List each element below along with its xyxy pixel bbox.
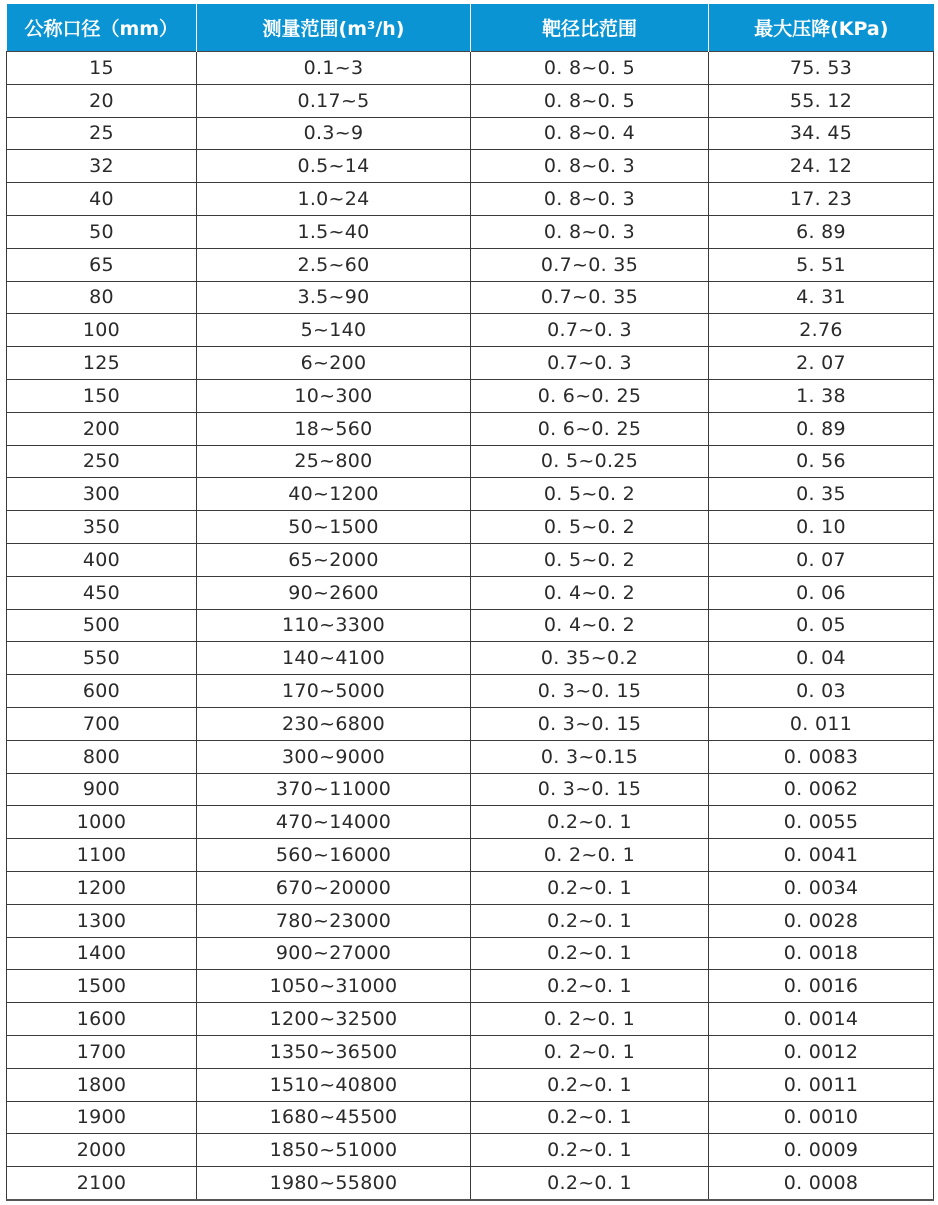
cell-nominal-diameter: 1600 (7, 1003, 197, 1036)
table-row (7, 904, 934, 937)
cell-measuring-range: 230~6800 (197, 707, 471, 740)
cell-nominal-diameter: 50 (7, 215, 197, 248)
cell-nominal-diameter: 400 (7, 543, 197, 576)
cell-max-pressure-drop: 0. 011 (709, 707, 934, 740)
cell-measuring-range: 170~5000 (197, 675, 471, 708)
cell-max-pressure-drop: 2. 07 (709, 347, 934, 380)
cell-nominal-diameter: 1800 (7, 1068, 197, 1101)
cell-measuring-range: 0.5~14 (197, 150, 471, 183)
cell-max-pressure-drop: 0. 0012 (709, 1035, 934, 1068)
cell-nominal-diameter: 25 (7, 117, 197, 150)
table-row (7, 707, 934, 740)
cell-target-diameter-ratio: 0.2~0. 1 (471, 1101, 709, 1134)
table-row (7, 806, 934, 839)
cell-measuring-range: 65~2000 (197, 543, 471, 576)
table-body (7, 52, 934, 1200)
header-row (7, 4, 934, 52)
cell-measuring-range: 1850~51000 (197, 1134, 471, 1167)
table-row (7, 1167, 934, 1200)
table-row (7, 117, 934, 150)
cell-measuring-range: 900~27000 (197, 937, 471, 970)
cell-measuring-range: 670~20000 (197, 871, 471, 904)
cell-nominal-diameter: 1000 (7, 806, 197, 839)
cell-measuring-range: 1.5~40 (197, 215, 471, 248)
cell-nominal-diameter: 1200 (7, 871, 197, 904)
spec-table-container (6, 4, 933, 1201)
cell-max-pressure-drop: 0. 56 (709, 445, 934, 478)
table-row (7, 52, 934, 85)
cell-max-pressure-drop: 0. 04 (709, 642, 934, 675)
table-row (7, 937, 934, 970)
cell-nominal-diameter: 550 (7, 642, 197, 675)
cell-nominal-diameter: 1300 (7, 904, 197, 937)
table-row (7, 773, 934, 806)
cell-max-pressure-drop: 0. 0008 (709, 1167, 934, 1200)
cell-max-pressure-drop: 0. 35 (709, 478, 934, 511)
cell-measuring-range: 6~200 (197, 347, 471, 380)
cell-max-pressure-drop: 0. 0028 (709, 904, 934, 937)
cell-target-diameter-ratio: 0. 8~0. 3 (471, 183, 709, 216)
cell-target-diameter-ratio: 0. 5~0.25 (471, 445, 709, 478)
cell-max-pressure-drop: 0. 10 (709, 511, 934, 544)
cell-target-diameter-ratio: 0.2~0. 1 (471, 806, 709, 839)
cell-target-diameter-ratio: 0. 8~0. 3 (471, 215, 709, 248)
cell-target-diameter-ratio: 0.2~0. 1 (471, 1068, 709, 1101)
cell-nominal-diameter: 700 (7, 707, 197, 740)
cell-measuring-range: 1350~36500 (197, 1035, 471, 1068)
cell-nominal-diameter: 2100 (7, 1167, 197, 1200)
table-row (7, 1134, 934, 1167)
header-max-pressure-drop: 最大压降(KPa) (709, 4, 934, 52)
table-row (7, 511, 934, 544)
flowmeter-spec-table (6, 4, 934, 1201)
table-row (7, 412, 934, 445)
header-measuring-range: 测量范围(m³/h) (197, 4, 471, 52)
cell-target-diameter-ratio: 0. 3~0.15 (471, 740, 709, 773)
table-row (7, 183, 934, 216)
cell-max-pressure-drop: 0. 0034 (709, 871, 934, 904)
cell-max-pressure-drop: 0. 05 (709, 609, 934, 642)
cell-target-diameter-ratio: 0.2~0. 1 (471, 937, 709, 970)
table-row (7, 970, 934, 1003)
cell-measuring-range: 1200~32500 (197, 1003, 471, 1036)
cell-measuring-range: 2.5~60 (197, 248, 471, 281)
cell-measuring-range: 370~11000 (197, 773, 471, 806)
cell-target-diameter-ratio: 0.2~0. 1 (471, 871, 709, 904)
cell-max-pressure-drop: 0. 0055 (709, 806, 934, 839)
cell-target-diameter-ratio: 0.7~0. 35 (471, 248, 709, 281)
cell-max-pressure-drop: 0. 0016 (709, 970, 934, 1003)
table-row (7, 215, 934, 248)
cell-measuring-range: 1980~55800 (197, 1167, 471, 1200)
cell-target-diameter-ratio: 0. 2~0. 1 (471, 839, 709, 872)
table-row (7, 1068, 934, 1101)
cell-measuring-range: 140~4100 (197, 642, 471, 675)
table-row (7, 576, 934, 609)
cell-target-diameter-ratio: 0.7~0. 3 (471, 347, 709, 380)
cell-max-pressure-drop: 17. 23 (709, 183, 934, 216)
cell-target-diameter-ratio: 0.2~0. 1 (471, 1167, 709, 1200)
cell-target-diameter-ratio: 0. 5~0. 2 (471, 478, 709, 511)
cell-target-diameter-ratio: 0. 3~0. 15 (471, 675, 709, 708)
cell-measuring-range: 1680~45500 (197, 1101, 471, 1134)
cell-nominal-diameter: 350 (7, 511, 197, 544)
cell-nominal-diameter: 600 (7, 675, 197, 708)
cell-max-pressure-drop: 0. 0018 (709, 937, 934, 970)
cell-max-pressure-drop: 24. 12 (709, 150, 934, 183)
cell-target-diameter-ratio: 0.7~0. 35 (471, 281, 709, 314)
cell-target-diameter-ratio: 0. 4~0. 2 (471, 609, 709, 642)
cell-measuring-range: 470~14000 (197, 806, 471, 839)
table-row (7, 839, 934, 872)
cell-nominal-diameter: 300 (7, 478, 197, 511)
cell-target-diameter-ratio: 0. 8~0. 5 (471, 52, 709, 85)
cell-nominal-diameter: 32 (7, 150, 197, 183)
cell-max-pressure-drop: 5. 51 (709, 248, 934, 281)
header-target-diameter-ratio: 靶径比范围 (471, 4, 709, 52)
cell-measuring-range: 1050~31000 (197, 970, 471, 1003)
cell-max-pressure-drop: 55. 12 (709, 84, 934, 117)
cell-nominal-diameter: 65 (7, 248, 197, 281)
table-header (7, 4, 934, 52)
table-row (7, 1101, 934, 1134)
cell-target-diameter-ratio: 0.2~0. 1 (471, 904, 709, 937)
table-row (7, 478, 934, 511)
table-row (7, 609, 934, 642)
cell-target-diameter-ratio: 0. 8~0. 5 (471, 84, 709, 117)
cell-max-pressure-drop: 0. 0011 (709, 1068, 934, 1101)
cell-nominal-diameter: 1700 (7, 1035, 197, 1068)
cell-max-pressure-drop: 6. 89 (709, 215, 934, 248)
cell-max-pressure-drop: 0. 0062 (709, 773, 934, 806)
cell-target-diameter-ratio: 0. 8~0. 4 (471, 117, 709, 150)
cell-nominal-diameter: 500 (7, 609, 197, 642)
table-row (7, 675, 934, 708)
cell-target-diameter-ratio: 0. 3~0. 15 (471, 707, 709, 740)
cell-measuring-range: 1510~40800 (197, 1068, 471, 1101)
cell-nominal-diameter: 200 (7, 412, 197, 445)
table-row (7, 871, 934, 904)
cell-measuring-range: 10~300 (197, 379, 471, 412)
cell-max-pressure-drop: 75. 53 (709, 52, 934, 85)
cell-nominal-diameter: 1900 (7, 1101, 197, 1134)
cell-target-diameter-ratio: 0.2~0. 1 (471, 1134, 709, 1167)
cell-target-diameter-ratio: 0. 8~0. 3 (471, 150, 709, 183)
cell-measuring-range: 5~140 (197, 314, 471, 347)
cell-measuring-range: 1.0~24 (197, 183, 471, 216)
cell-max-pressure-drop: 2.76 (709, 314, 934, 347)
table-row (7, 379, 934, 412)
cell-measuring-range: 110~3300 (197, 609, 471, 642)
cell-target-diameter-ratio: 0. 5~0. 2 (471, 511, 709, 544)
cell-nominal-diameter: 2000 (7, 1134, 197, 1167)
cell-target-diameter-ratio: 0. 6~0. 25 (471, 412, 709, 445)
table-row (7, 150, 934, 183)
cell-max-pressure-drop: 4. 31 (709, 281, 934, 314)
cell-nominal-diameter: 900 (7, 773, 197, 806)
cell-measuring-range: 780~23000 (197, 904, 471, 937)
cell-measuring-range: 0.1~3 (197, 52, 471, 85)
table-row (7, 642, 934, 675)
table-row (7, 347, 934, 380)
table-row (7, 740, 934, 773)
cell-nominal-diameter: 100 (7, 314, 197, 347)
table-row (7, 445, 934, 478)
cell-nominal-diameter: 20 (7, 84, 197, 117)
cell-measuring-range: 25~800 (197, 445, 471, 478)
cell-max-pressure-drop: 1. 38 (709, 379, 934, 412)
header-nominal-diameter: 公称口径（mm） (7, 4, 197, 52)
table-row (7, 314, 934, 347)
cell-target-diameter-ratio: 0. 35~0.2 (471, 642, 709, 675)
cell-max-pressure-drop: 0. 06 (709, 576, 934, 609)
cell-measuring-range: 3.5~90 (197, 281, 471, 314)
cell-max-pressure-drop: 0. 0041 (709, 839, 934, 872)
cell-measuring-range: 560~16000 (197, 839, 471, 872)
cell-nominal-diameter: 40 (7, 183, 197, 216)
cell-max-pressure-drop: 0. 07 (709, 543, 934, 576)
cell-nominal-diameter: 1500 (7, 970, 197, 1003)
cell-target-diameter-ratio: 0. 2~0. 1 (471, 1035, 709, 1068)
cell-target-diameter-ratio: 0. 3~0. 15 (471, 773, 709, 806)
cell-max-pressure-drop: 0. 89 (709, 412, 934, 445)
cell-target-diameter-ratio: 0. 2~0. 1 (471, 1003, 709, 1036)
cell-nominal-diameter: 80 (7, 281, 197, 314)
cell-nominal-diameter: 125 (7, 347, 197, 380)
cell-nominal-diameter: 1400 (7, 937, 197, 970)
cell-measuring-range: 300~9000 (197, 740, 471, 773)
cell-nominal-diameter: 800 (7, 740, 197, 773)
table-row (7, 543, 934, 576)
cell-target-diameter-ratio: 0. 5~0. 2 (471, 543, 709, 576)
cell-nominal-diameter: 15 (7, 52, 197, 85)
table-row (7, 248, 934, 281)
cell-nominal-diameter: 250 (7, 445, 197, 478)
cell-target-diameter-ratio: 0. 4~0. 2 (471, 576, 709, 609)
cell-target-diameter-ratio: 0.7~0. 3 (471, 314, 709, 347)
cell-max-pressure-drop: 34. 45 (709, 117, 934, 150)
cell-max-pressure-drop: 0. 0010 (709, 1101, 934, 1134)
cell-max-pressure-drop: 0. 0009 (709, 1134, 934, 1167)
cell-measuring-range: 90~2600 (197, 576, 471, 609)
cell-nominal-diameter: 450 (7, 576, 197, 609)
cell-measuring-range: 40~1200 (197, 478, 471, 511)
cell-measuring-range: 0.3~9 (197, 117, 471, 150)
cell-measuring-range: 18~560 (197, 412, 471, 445)
table-row (7, 281, 934, 314)
cell-nominal-diameter: 1100 (7, 839, 197, 872)
cell-max-pressure-drop: 0. 0014 (709, 1003, 934, 1036)
cell-measuring-range: 0.17~5 (197, 84, 471, 117)
cell-max-pressure-drop: 0. 0083 (709, 740, 934, 773)
cell-target-diameter-ratio: 0.2~0. 1 (471, 970, 709, 1003)
table-row (7, 1035, 934, 1068)
cell-max-pressure-drop: 0. 03 (709, 675, 934, 708)
table-row (7, 1003, 934, 1036)
cell-nominal-diameter: 150 (7, 379, 197, 412)
table-row (7, 84, 934, 117)
cell-target-diameter-ratio: 0. 6~0. 25 (471, 379, 709, 412)
cell-measuring-range: 50~1500 (197, 511, 471, 544)
